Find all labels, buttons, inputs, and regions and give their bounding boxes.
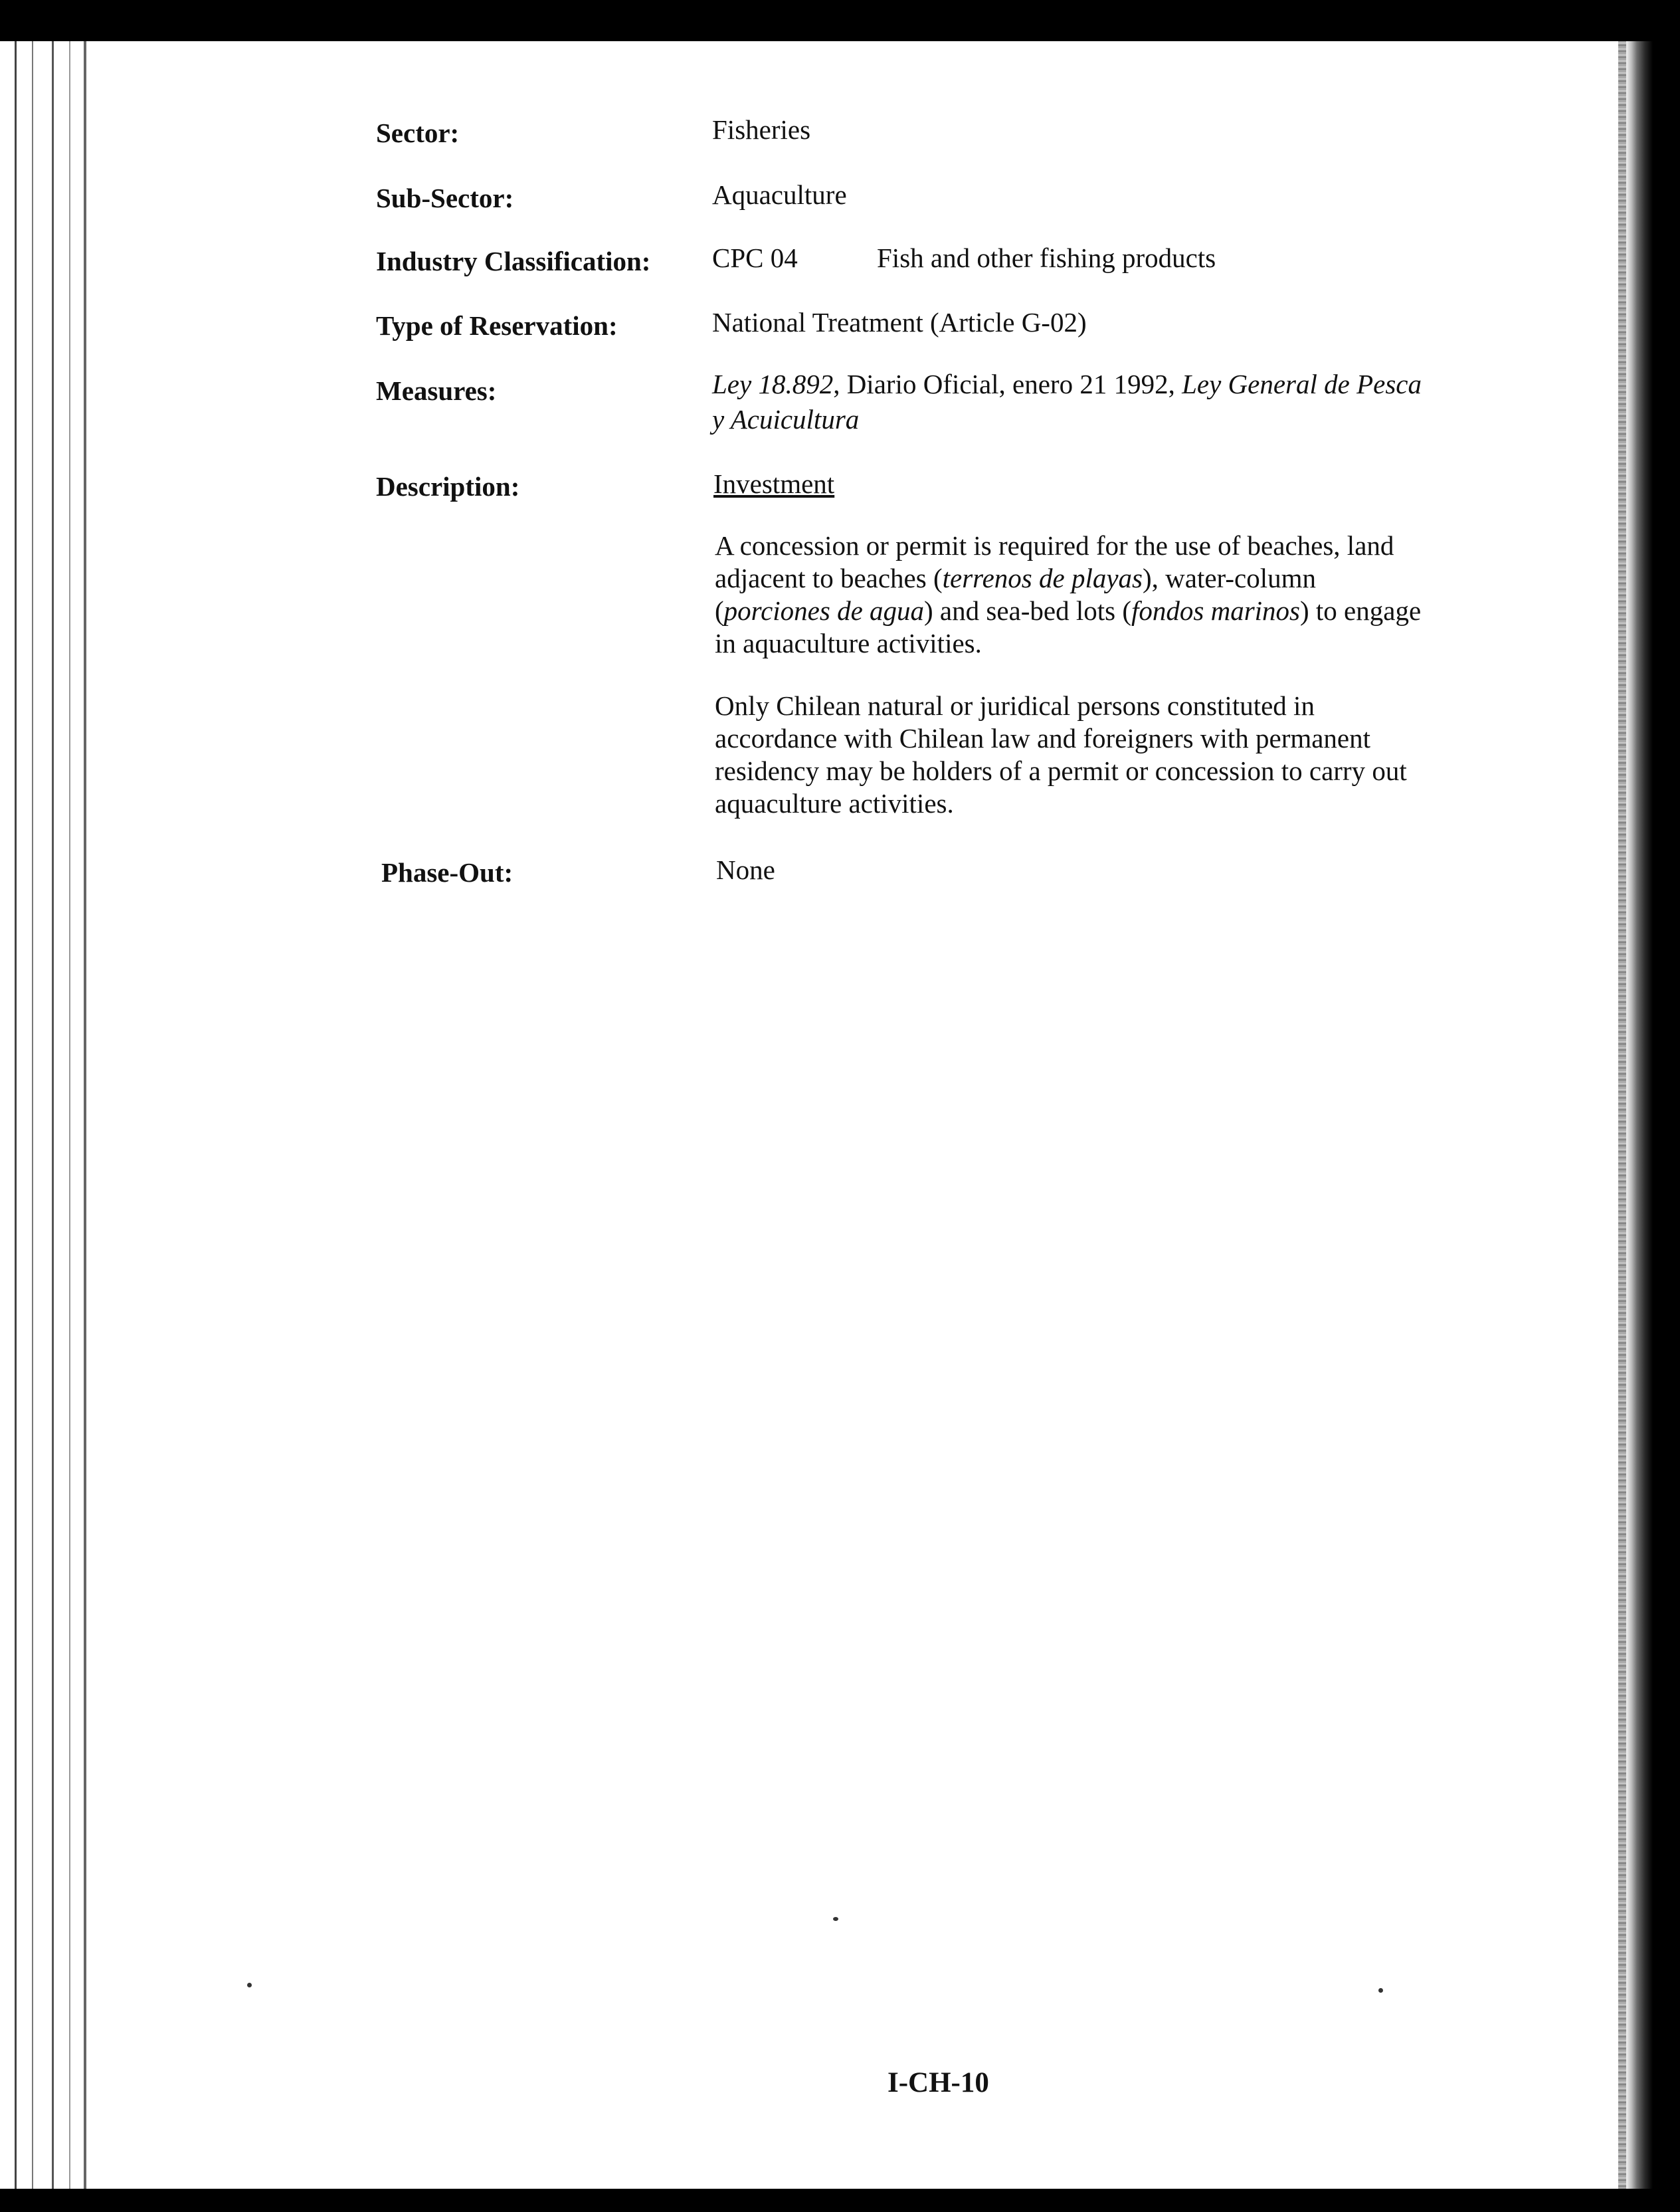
description-label: Description: xyxy=(376,471,520,502)
scan-speck xyxy=(247,1983,252,1987)
type-of-reservation-value: National Treatment (Article G-02) xyxy=(712,307,1087,338)
measures-value-line1 xyxy=(712,367,1422,401)
phase-out-value: None xyxy=(716,855,775,885)
description-paragraph-2: Only Chilean natural or juridical persons constituted in accordance with Chilean law and foreigners with permanent residency may be holders of a permit or concession to carry out aquaculture activities. xyxy=(715,690,1407,819)
scan-speck xyxy=(833,1917,838,1921)
measures-publication: , Diario Oficial, enero 21 1992, xyxy=(833,369,1182,399)
measures-value-line2: y Acuicultura xyxy=(712,404,860,435)
sector-label: Sector: xyxy=(376,118,460,148)
measures-law-name: Ley 18.892 xyxy=(712,369,834,399)
measures-law-title: Ley General de Pesca xyxy=(1182,369,1422,399)
industry-classification-value: Fish and other fishing products xyxy=(877,243,1216,273)
scan-border-bottom xyxy=(0,2189,1680,2212)
description-paragraph-1: A concession or permit is required for the use of beaches, land adjacent to beaches (terrenos de playas), water-column (porciones de agua) and sea-bed lots (fondos marinos) to engage in aquaculture activities. xyxy=(715,530,1422,658)
scan-border-top xyxy=(0,0,1680,41)
sector-value: Fisheries xyxy=(712,114,811,145)
scan-speck xyxy=(1378,1988,1383,1993)
sub-sector-label: Sub-Sector: xyxy=(376,183,514,213)
scan-left-edge xyxy=(0,41,93,2189)
description-heading: Investment xyxy=(713,468,835,499)
scan-binding-edge xyxy=(1618,41,1626,2189)
measures-label: Measures: xyxy=(376,375,497,406)
industry-classification-label: Industry Classification: xyxy=(376,246,651,276)
sub-sector-value: Aquaculture xyxy=(712,179,847,210)
industry-classification-code: CPC 04 xyxy=(712,243,798,273)
phase-out-label: Phase-Out: xyxy=(381,857,513,888)
page-number: I-CH-10 xyxy=(887,2067,989,2098)
scan-border-right xyxy=(1626,41,1680,2189)
type-of-reservation-label: Type of Reservation: xyxy=(376,310,618,341)
